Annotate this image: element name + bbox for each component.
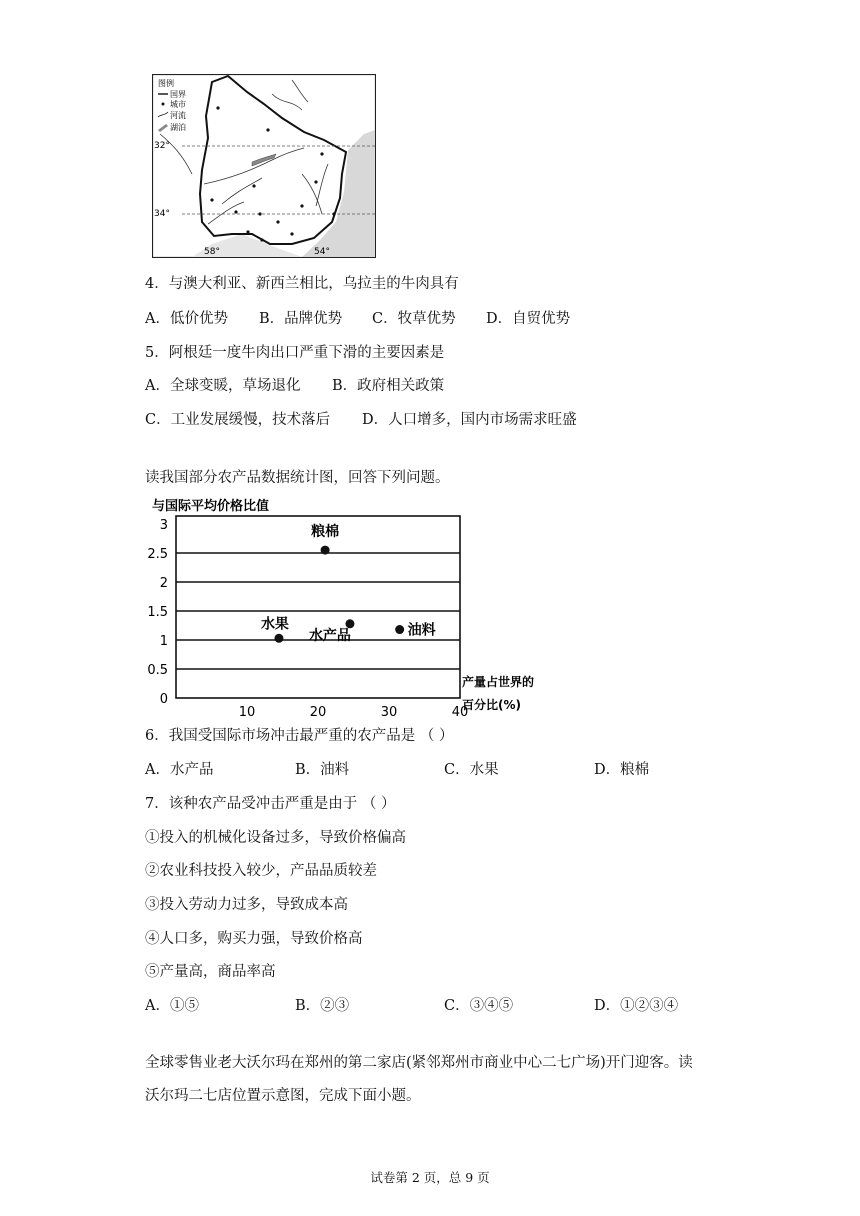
- q5-option-c: C．工业发展缓慢，技术落后: [145, 412, 331, 428]
- intro-walmart-line2: 沃尔玛二七店位置示意图，完成下面小题。: [145, 1088, 421, 1104]
- data-point-label: 水果: [260, 616, 289, 633]
- q7-item-1: ①投入的机械化设备过多，导致价格偏高: [145, 830, 406, 846]
- chart-x-label-line2: 百分比(%): [462, 698, 521, 712]
- lon-label-54: 54°: [314, 247, 330, 257]
- legend-label-lake: 湖泊: [170, 123, 186, 132]
- data-point: [321, 546, 330, 555]
- question-6-stem: 6．我国受国际市场冲击最严重的农产品是 （ ）: [145, 728, 454, 744]
- x-tick-label: 20: [309, 705, 327, 718]
- q4-option-d: D．自贸优势: [486, 311, 571, 327]
- question-4-stem: 4．与澳大利亚、新西兰相比，乌拉圭的牛肉具有: [145, 276, 459, 292]
- x-tick-label: 40: [451, 705, 469, 718]
- y-tick-label: 0.5: [147, 663, 168, 678]
- legend-label-border: 国界: [170, 90, 186, 99]
- q5-option-a: A．全球变暖，草场退化: [145, 378, 301, 394]
- q5-option-d: D．人口增多，国内市场需求旺盛: [362, 412, 577, 428]
- q7-item-4: ④人口多，购买力强，导致价格高: [145, 931, 363, 947]
- data-point: [395, 625, 404, 634]
- q5-option-b: B．政府相关政策: [332, 378, 445, 394]
- agri-scatter-chart: [140, 492, 570, 718]
- city-dot-icon: [162, 103, 165, 106]
- legend-label-river: 河流: [170, 111, 186, 120]
- q7-item-5: ⑤产量高，商品率高: [145, 964, 276, 980]
- q7-option-b: B．②③: [295, 998, 350, 1014]
- question-7-stem: 7．该种农产品受冲击严重是由于 （ ）: [145, 796, 396, 812]
- data-point-label: 粮棉: [311, 524, 340, 541]
- x-tick-label: 30: [380, 705, 398, 718]
- x-tick-label: 10: [238, 705, 256, 718]
- intro-chart-instruction: 读我国部分农产品数据统计图，回答下列问题。: [145, 470, 450, 486]
- y-tick-label: 1.5: [147, 605, 168, 620]
- y-tick-label: 2.5: [147, 547, 168, 562]
- q7-item-2: ②农业科技投入较少，产品品质较差: [145, 863, 377, 879]
- lon-label-58: 58°: [204, 247, 220, 257]
- data-point-label: 水产品: [308, 627, 351, 644]
- q4-option-c: C．牧草优势: [372, 311, 456, 327]
- page-footer: 试卷第 2 页，总 9 页: [370, 1170, 490, 1185]
- y-tick-label: 2: [159, 576, 168, 591]
- q7-item-3: ③投入劳动力过多，导致成本高: [145, 897, 348, 913]
- y-tick-label: 1: [159, 634, 168, 649]
- chart-y-label: 与国际平均价格比值: [152, 499, 270, 514]
- q7-option-c: C．③④⑤: [444, 998, 514, 1014]
- question-5-stem: 5．阿根廷一度牛肉出口严重下滑的主要因素是: [145, 345, 445, 361]
- chart-x-label-line1: 产量占世界的: [462, 675, 535, 689]
- q6-option-a: A．水产品: [145, 762, 214, 778]
- q7-option-d: D．①②③④: [594, 998, 679, 1014]
- y-tick-label: 3: [159, 518, 168, 533]
- q7-option-a: A．①⑤: [145, 998, 199, 1014]
- lat-label-32: 32°: [154, 141, 170, 151]
- q4-option-b: B．品牌优势: [259, 311, 343, 327]
- legend-title: 图例: [158, 79, 174, 88]
- uruguay-map: [152, 74, 376, 258]
- y-tick-label: 0: [159, 692, 168, 707]
- q6-option-c: C．水果: [444, 762, 499, 778]
- plot-frame: [176, 516, 460, 698]
- q6-option-d: D．粮棉: [594, 762, 650, 778]
- lat-label-34: 34°: [154, 209, 170, 219]
- data-point: [274, 634, 283, 643]
- q6-option-b: B．油料: [295, 762, 350, 778]
- q4-option-a: A．低价优势: [145, 311, 228, 327]
- data-point-label: 油料: [407, 622, 436, 639]
- legend-label-city: 城市: [170, 100, 186, 109]
- intro-walmart-line1: 全球零售业老大沃尔玛在郑州的第二家店(紧邻郑州市商业中心二七广场)开门迎客。读: [145, 1055, 693, 1071]
